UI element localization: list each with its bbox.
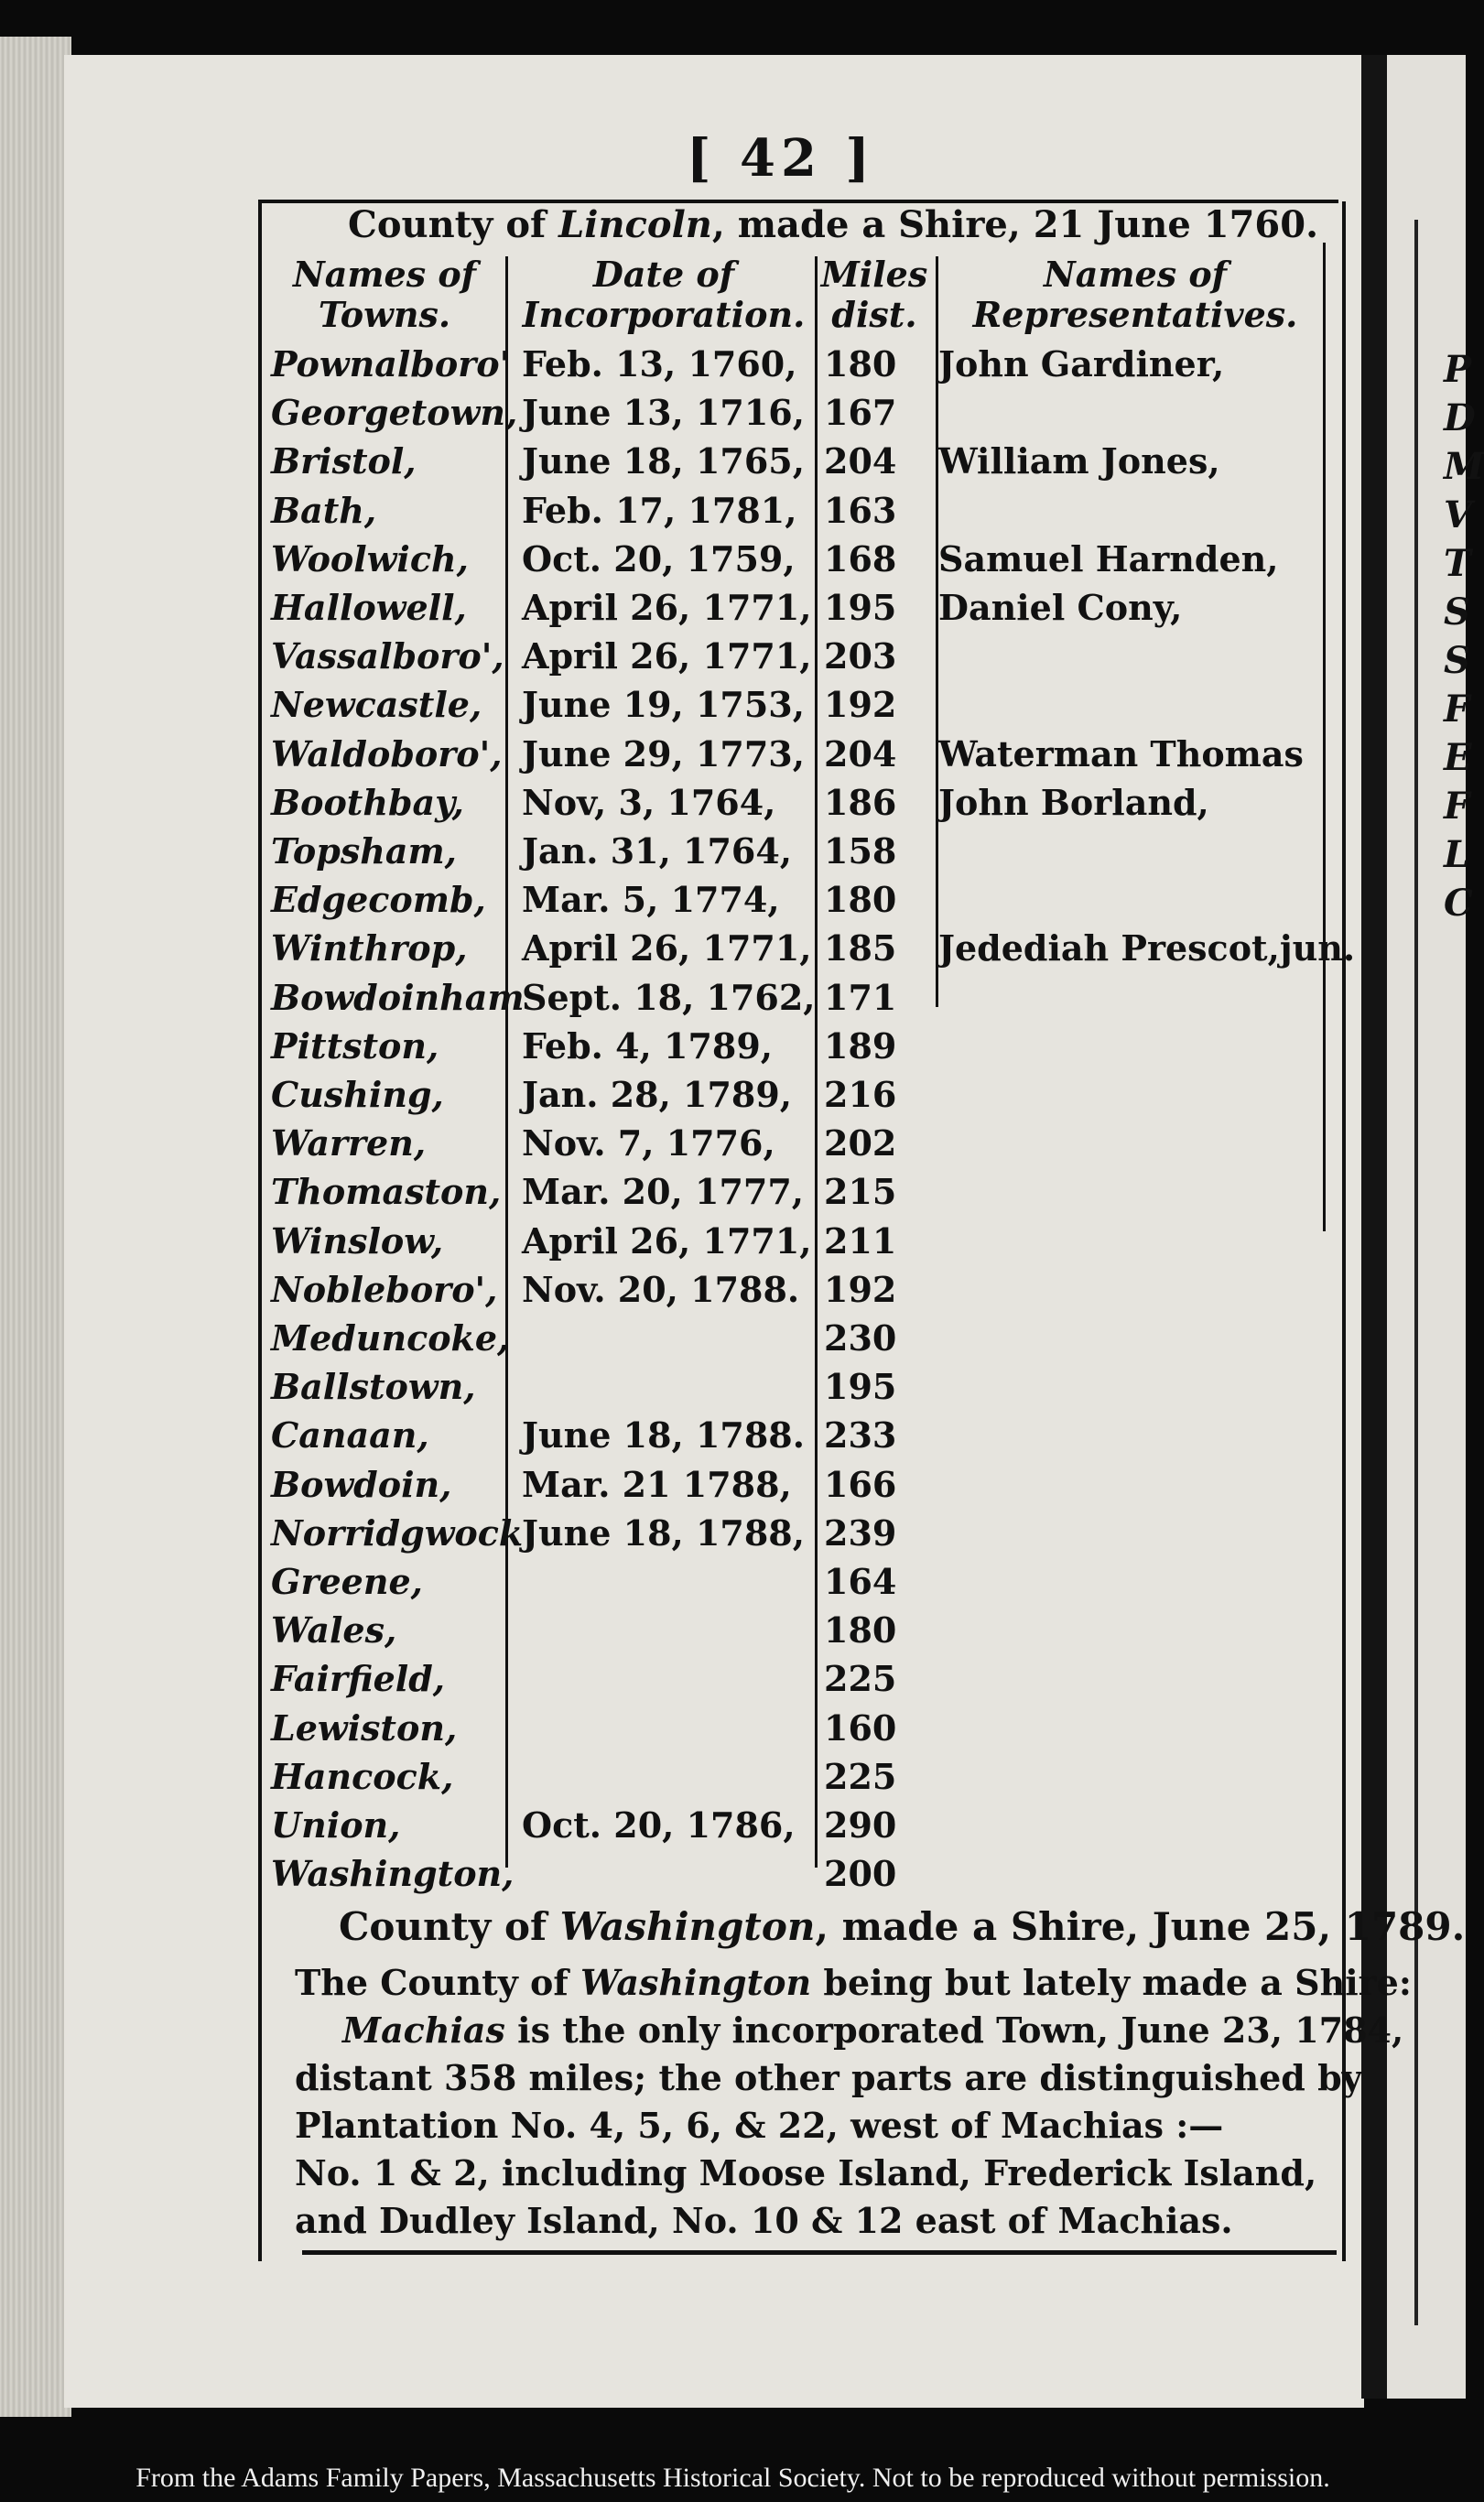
cell-miles: 180	[824, 879, 897, 921]
cell-date: June 18, 1788.	[522, 1414, 805, 1457]
facing-page-letter: D	[1444, 396, 1476, 439]
cell-town: Winslow,	[271, 1219, 444, 1262]
facing-page-letter: M	[1444, 445, 1484, 488]
cell-rep: Jedediah Prescot,jun.	[938, 927, 1356, 969]
lincoln-county-title	[348, 203, 1355, 246]
cell-town: Winthrop,	[271, 927, 468, 969]
facing-page-letter: T	[1444, 542, 1471, 585]
cell-town: Bristol,	[271, 440, 417, 482]
column-rule-right	[1323, 243, 1326, 1231]
note-segment: Washington	[580, 1962, 812, 2003]
header-reps-line1: Names of	[1043, 254, 1228, 295]
facing-page-rule	[1414, 220, 1418, 2325]
cell-town: Canaan,	[271, 1414, 429, 1457]
header-date	[513, 255, 815, 335]
cell-date: June 29, 1773,	[522, 732, 805, 774]
note-segment: is the only incorporated Town, June 23, 1784,	[504, 2009, 1404, 2051]
cell-miles: 168	[824, 537, 897, 579]
cell-miles: 215	[824, 1171, 897, 1213]
cell-date: Nov. 20, 1788.	[522, 1268, 800, 1310]
cell-town: Bowdoinham	[271, 976, 525, 1018]
cell-date: Oct. 20, 1786,	[522, 1804, 796, 1846]
cell-date: April 26, 1771,	[522, 587, 812, 628]
note-segment: being but lately made a Shire:	[811, 1962, 1412, 2003]
cell-date: Jan. 28, 1789,	[522, 1074, 793, 1115]
facing-page-letter: C	[1444, 882, 1473, 925]
title-county: Washington	[559, 1904, 816, 1949]
cell-date: Sept. 18, 1762,	[522, 976, 816, 1018]
cell-town: Greene,	[271, 1561, 423, 1602]
cell-town: Georgetown,	[271, 392, 518, 434]
note-segment: and Dudley Island, No. 10 & 12 east of Machias.	[295, 2200, 1233, 2241]
cell-miles: 225	[824, 1755, 897, 1797]
cell-date: Oct. 20, 1759,	[522, 537, 796, 579]
cell-rep: Daniel Cony,	[938, 587, 1183, 628]
cell-miles: 233	[824, 1414, 897, 1457]
cell-rep: John Gardiner,	[938, 343, 1225, 385]
cell-rep: John Borland,	[938, 781, 1209, 823]
cell-date: June 13, 1716,	[522, 392, 805, 434]
note-segment: distant 358 miles; the other parts are distinguished by	[295, 2057, 1362, 2098]
cell-date: Jan. 31, 1764,	[522, 830, 793, 872]
cell-town: Meduncoke,	[271, 1317, 510, 1359]
cell-miles: 202	[824, 1122, 897, 1164]
washington-county-title	[339, 1904, 1465, 1949]
cell-date: Nov. 7, 1776,	[522, 1122, 775, 1164]
cell-town: Nobleboro',	[271, 1268, 498, 1310]
cell-miles: 216	[824, 1074, 897, 1115]
title-suffix: , made a Shire, 21 June 1760.	[711, 203, 1319, 246]
book-page-edges	[0, 37, 71, 2417]
cell-date: Feb. 17, 1781,	[522, 489, 797, 531]
title-prefix: County of	[339, 1904, 547, 1949]
cell-miles: 195	[824, 1366, 897, 1408]
note-line	[295, 2150, 1320, 2197]
cell-town: Union,	[271, 1804, 401, 1846]
cell-town: Boothbay,	[271, 781, 464, 823]
cell-miles: 189	[824, 1024, 897, 1067]
cell-town: Washington,	[271, 1853, 515, 1895]
cell-town: Ballstown,	[271, 1366, 476, 1408]
cell-miles: 180	[824, 343, 897, 385]
cell-date: April 26, 1771,	[522, 635, 812, 677]
cell-town: Woolwich,	[271, 537, 469, 579]
cell-date: June 19, 1753,	[522, 684, 805, 726]
note-line	[295, 2054, 1362, 2102]
cell-miles: 225	[824, 1658, 897, 1700]
column-rule-date	[505, 256, 508, 1868]
cell-town: Lewiston,	[271, 1706, 458, 1749]
header-miles-line1: Miles	[820, 254, 928, 295]
cell-date: Mar. 5, 1774,	[522, 879, 780, 921]
facing-page-letter: F	[1444, 785, 1470, 828]
cell-miles: 203	[824, 635, 897, 677]
cell-date: Feb. 13, 1760,	[522, 343, 797, 385]
cell-rep: Samuel Harnden,	[938, 537, 1279, 579]
note-line	[295, 2102, 1320, 2150]
cell-miles: 166	[824, 1463, 897, 1505]
header-towns-line1: Names of	[292, 254, 477, 295]
cell-miles: 171	[824, 976, 897, 1018]
washington-county-note	[295, 1959, 1412, 2245]
cell-date: June 18, 1788,	[522, 1511, 805, 1554]
note-segment: No. 1 & 2, including Moose Island, Frederick Island,	[295, 2152, 1317, 2193]
cell-town: Bowdoin,	[271, 1463, 452, 1505]
cell-town: Wales,	[271, 1609, 397, 1652]
header-reps	[943, 255, 1327, 335]
note-segment: The County of	[295, 1962, 580, 2003]
facing-page-letter: S	[1444, 590, 1470, 634]
header-date-line2: Incorporation.	[522, 294, 806, 335]
note-line	[295, 1959, 1412, 2007]
cell-miles: 180	[824, 1609, 897, 1652]
cell-town: Thomaston,	[271, 1171, 502, 1213]
note-segment: Machias	[342, 2009, 505, 2051]
cell-date: Nov, 3, 1764,	[522, 781, 776, 823]
cell-date: April 26, 1771,	[522, 1219, 812, 1262]
header-miles	[815, 255, 934, 335]
title-suffix: , made a Shire, June 25, 1789.	[815, 1904, 1466, 1949]
cell-miles: 204	[824, 732, 897, 774]
cell-date: Feb. 4, 1789,	[522, 1024, 773, 1067]
cell-miles: 186	[824, 781, 897, 823]
header-towns	[275, 255, 494, 335]
cell-town: Newcastle,	[271, 684, 482, 726]
cell-town: Bath,	[271, 489, 377, 531]
note-line	[295, 2007, 1404, 2054]
cell-miles: 195	[824, 587, 897, 628]
cell-date: April 26, 1771,	[522, 927, 812, 969]
column-rule-miles	[815, 256, 818, 1868]
cell-rep: Waterman Thomas	[938, 732, 1304, 774]
cell-town: Hallowell,	[271, 587, 467, 628]
note-line	[295, 2197, 1320, 2245]
cell-town: Waldoboro',	[271, 732, 503, 774]
page-number: [ 42 ]	[687, 128, 875, 189]
facing-page-letter: L	[1444, 833, 1470, 876]
cell-miles: 185	[824, 927, 897, 969]
facing-page-letter: E	[1444, 736, 1472, 779]
cell-miles: 290	[824, 1804, 897, 1846]
cell-date: Mar. 20, 1777,	[522, 1171, 805, 1213]
cell-town: Hancock,	[271, 1755, 454, 1797]
cell-miles: 230	[824, 1317, 897, 1359]
cell-date: June 18, 1765,	[522, 440, 805, 482]
cell-miles: 239	[824, 1511, 897, 1554]
cell-rep: William Jones,	[938, 440, 1220, 482]
cell-town: Cushing,	[271, 1074, 444, 1115]
header-reps-line2: Representatives.	[972, 294, 1298, 335]
note-segment: Plantation No. 4, 5, 6, & 22, west of Machias :—	[295, 2105, 1224, 2146]
title-prefix: County of	[348, 203, 547, 246]
cell-town: Vassalboro',	[271, 635, 504, 677]
cell-town: Pownalboro'	[271, 343, 511, 385]
cell-town: Norridgwock	[271, 1511, 524, 1554]
header-date-line1: Date of	[592, 254, 735, 295]
facing-page-letter: P	[1444, 348, 1472, 391]
cell-miles: 204	[824, 440, 897, 482]
cell-miles: 160	[824, 1706, 897, 1749]
cell-miles: 167	[824, 392, 897, 434]
cell-miles: 164	[824, 1561, 897, 1602]
cell-miles: 192	[824, 1268, 897, 1310]
cell-miles: 163	[824, 489, 897, 531]
cell-town: Edgecomb,	[271, 879, 486, 921]
cell-miles: 211	[824, 1219, 897, 1262]
facing-page-letter: F	[1444, 688, 1470, 731]
cell-miles: 200	[824, 1853, 897, 1895]
table-bottom-rule	[302, 2250, 1337, 2255]
cell-miles: 158	[824, 830, 897, 872]
cell-town: Topsham,	[271, 830, 457, 872]
cell-miles: 192	[824, 684, 897, 726]
cell-date: Mar. 21 1788,	[522, 1463, 792, 1505]
cell-town: Warren,	[271, 1122, 427, 1164]
header-towns-line2: Towns.	[318, 294, 451, 335]
header-miles-line2: dist.	[831, 294, 917, 335]
cell-town: Fairfield,	[271, 1658, 446, 1700]
cell-town: Pittston,	[271, 1024, 439, 1067]
facing-page-letter: V	[1444, 493, 1473, 536]
title-county: Lincoln	[558, 203, 712, 246]
facing-page-letter: S	[1444, 639, 1470, 682]
archive-caption: From the Adams Family Papers, Massachusetts Historical Society. Not to be reproduced without permission.	[135, 2463, 1330, 2493]
